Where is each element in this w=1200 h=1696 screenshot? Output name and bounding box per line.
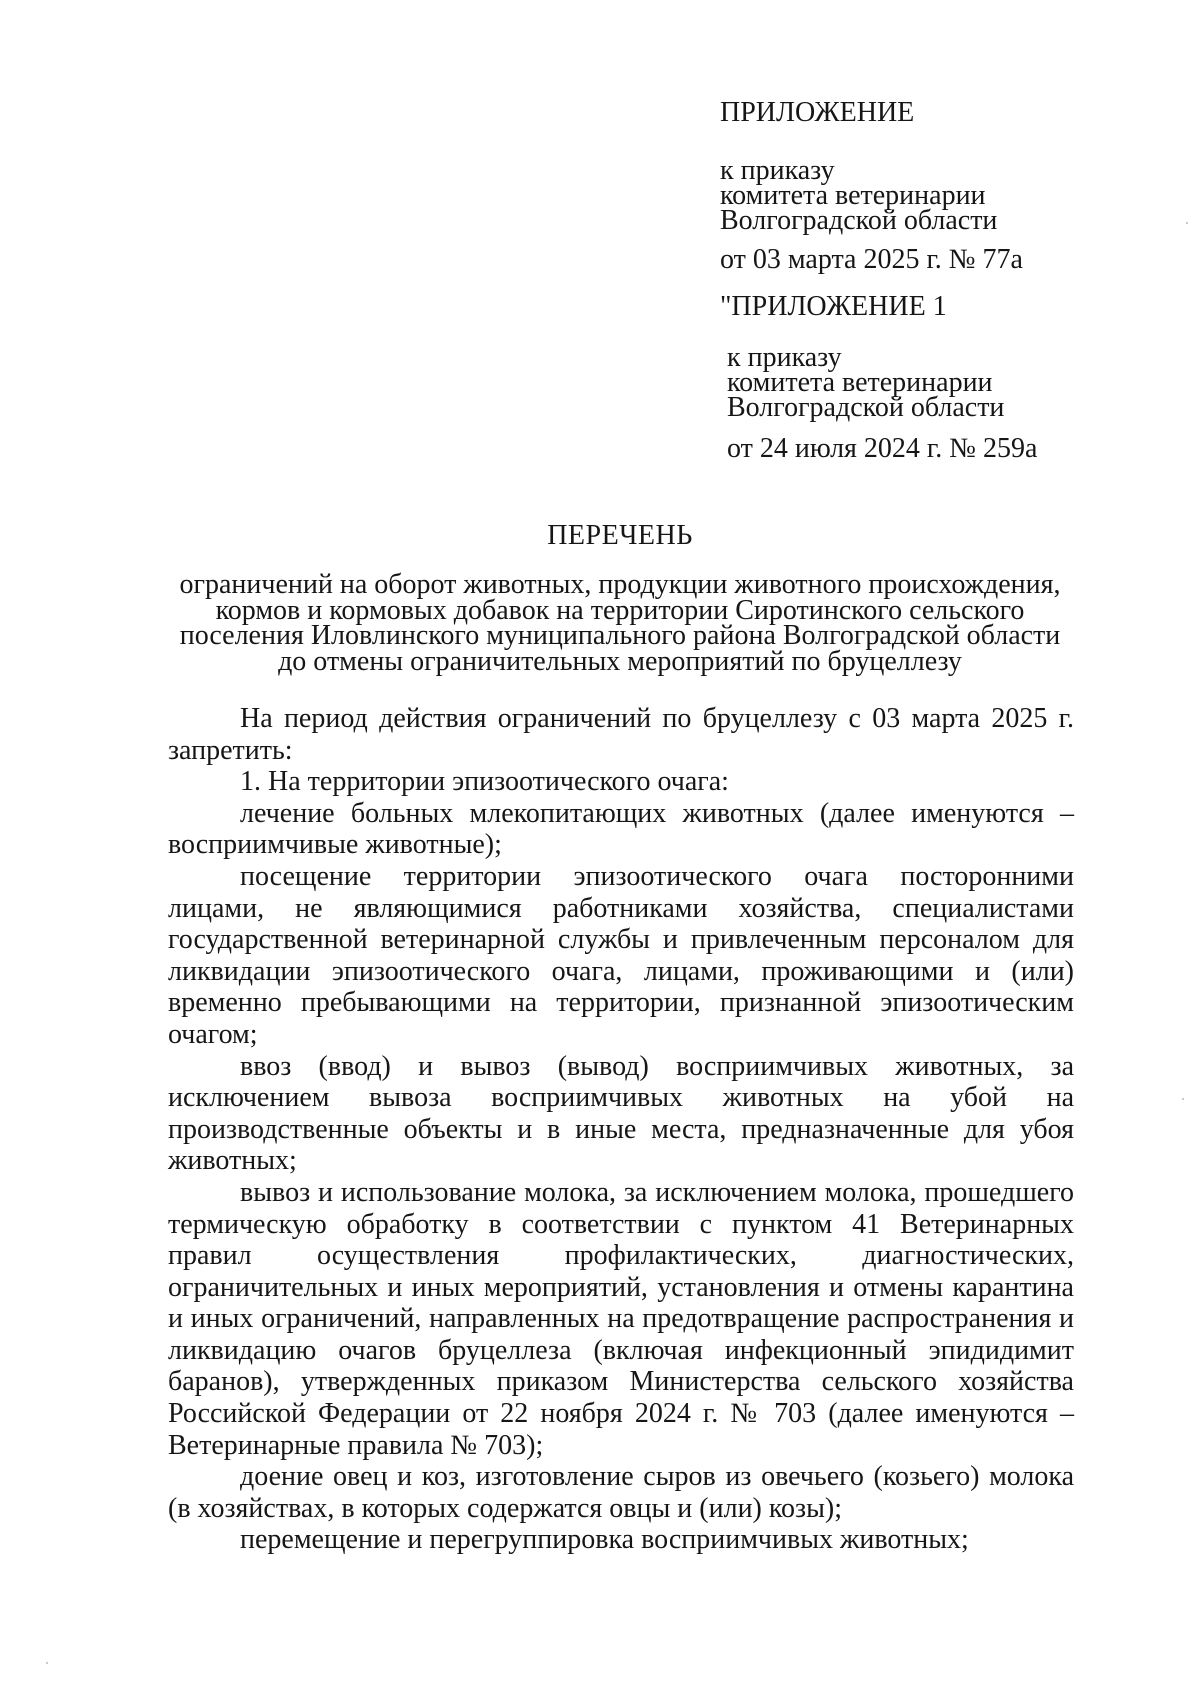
scan-speck: [1186, 222, 1188, 224]
scan-speck: [46, 1662, 48, 1664]
subtitle-line-4: до отмены ограничительных мероприятий по бруцеллезу: [278, 645, 962, 677]
appendix-line-1: к приказу: [720, 155, 835, 186]
document-subtitle: [150, 569, 1090, 677]
subtitle-line-1: ограничений на оборот животных, продукции животного происхождения,: [179, 569, 1061, 600]
appendix-1-header: [720, 291, 1160, 322]
paragraph-item-1: 1. На территории эпизоотического очага:: [240, 766, 729, 798]
appendix-1-order-ref: [727, 342, 1167, 423]
appendix-line-3: Волгоградской области: [720, 205, 998, 236]
paragraph-visiting: посещение территории эпизоотического очага посторонними лицами, не являющимися работниками хозяйства, специалистами государственной ветеринарной службы и привлеченным персоналом для ликвидации эпизоотического очага, лицами, проживающими и (или) временно пребывающими на территории, признанной эпизоотическим очагом;: [168, 860, 1074, 1050]
appendix-date-number: от 03 марта 2025 г. № 77а: [720, 244, 1023, 275]
appendix-1-date-number: от 24 июля 2024 г. № 259а: [727, 433, 1038, 464]
appendix-header: [720, 97, 1160, 128]
paragraph-import-export: ввоз (ввод) и вывоз (вывод) восприимчивых животных, за исключением вывоза восприимчивых животных на убой на производственные объекты и в иные места, предназначенные для убоя животных;: [168, 1050, 1074, 1177]
appendix-title: ПРИЛОЖЕНИЕ: [720, 97, 915, 128]
appendix-order-ref: [720, 155, 1160, 236]
paragraph-regrouping: перемещение и перегруппировка восприимчивых животных;: [240, 1524, 969, 1556]
appendix-1-line-1: к приказу: [727, 342, 842, 373]
paragraph-treatment: лечение больных млекопитающих животных (далее именуются – восприимчивые животные);: [168, 797, 1074, 861]
appendix-line-2: комитета ветеринарии: [720, 180, 986, 211]
appendix-1-line-2: комитета ветеринарии: [727, 367, 993, 398]
document-body: [168, 703, 1074, 1556]
paragraph-milking: доение овец и коз, изготовление сыров из овечьего (козьего) молока (в хозяйствах, в которых содержатся овцы и (или) козы);: [168, 1461, 1074, 1524]
appendix-1-line-3: Волгоградской области: [727, 392, 1005, 423]
subtitle-line-2: кормов и кормовых добавок на территории Сиротинского сельского: [215, 594, 1025, 626]
appendix-1-title: "ПРИЛОЖЕНИЕ 1: [720, 291, 947, 322]
paragraph-intro: На период действия ограничений по бруцеллезу с 03 марта 2025 г. запретить:: [168, 703, 1074, 766]
subtitle-line-3: поселения Иловлинского муниципального района Волгоградской области: [179, 620, 1061, 651]
paragraph-milk: вывоз и использование молока, за исключением молока, прошедшего термическую обработку в соответствии с пунктом 41 Ветеринарных правил осуществления профилактических, диагностических, ограничительных и иных мероприятий, установления и отмены карантина и иных ограничений, направленных на предотвращение распространения и ликвидацию очагов бруцеллеза (включая инфекционный эпидидимит баранов), утвержденных приказом Министерства сельского хозяйства Российской Федерации от 22 ноября 2024 г. № 703 (далее именуются – Ветеринарные правила № 703);: [168, 1176, 1074, 1461]
document-title: ПЕРЕЧЕНЬ: [547, 520, 693, 551]
scan-speck: [1182, 1098, 1184, 1100]
